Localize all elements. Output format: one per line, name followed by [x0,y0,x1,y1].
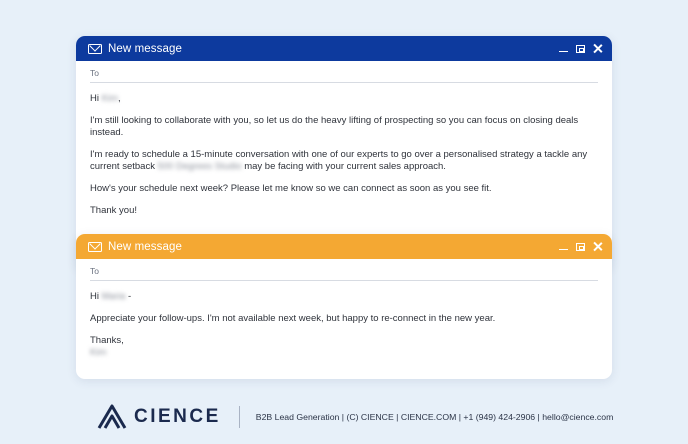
signature: Kim [90,347,107,358]
maximize-icon[interactable] [576,45,585,53]
window-1-titlebar [76,36,612,61]
signoff [90,335,598,359]
window-1-title: New message [108,42,182,55]
message-body-1[interactable] [76,83,612,217]
minimize-icon[interactable] [559,242,568,251]
greeting-suffix: - [125,291,132,302]
to-label: To [90,266,99,276]
window-2-title: New message [108,240,182,253]
to-field[interactable] [90,68,598,83]
close-icon[interactable] [593,242,602,251]
paragraph-1: I'm still looking to collaborate with you, so let us do the heavy lifting of prospecting so you can focus on closing deals instead. [90,115,579,138]
closing: Thank you! [90,205,137,216]
footer-divider [239,406,240,428]
maximize-icon[interactable] [576,243,585,251]
recipient-name: Kim [101,93,118,104]
message-body-2[interactable] [76,281,612,359]
recipient-name: Maria [101,291,126,302]
to-field[interactable] [90,266,598,281]
company-name: 500 Degrees Studio [157,161,242,172]
closing: Thanks, [90,335,124,346]
paragraph-2-start: I'm ready to schedule a 15-minute conversation with one of our experts to go over a personalised strategy a tackle any current setback [90,149,588,172]
to-label: To [90,68,99,78]
logo-text: CIENCE [134,406,221,427]
greeting [90,291,598,303]
mail-icon [88,44,102,54]
mail-icon [88,242,102,252]
paragraph-2-end: may be facing with your current sales approach. [241,161,446,172]
footer-info: B2B Lead Generation | (C) CIENCE | CIENCE.COM | +1 (949) 424-2906 | hello@cience.com [255,412,614,422]
window-2-controls [559,242,602,251]
greeting-prefix: Hi [90,291,102,302]
footer [96,403,616,431]
greeting-suffix: , [118,93,121,104]
paragraph-2 [90,149,598,173]
greeting-prefix: Hi [90,93,102,104]
paragraph-3: How's your schedule next week? Please let me know so we can connect as soon as you see fit. [90,183,492,194]
minimize-icon[interactable] [559,44,568,53]
close-icon[interactable] [593,44,602,53]
window-2-titlebar [76,234,612,259]
message-window-2 [76,234,612,379]
paragraph-1: Appreciate your follow-ups. I'm not available next week, but happy to re-connect in the new year. [90,313,496,324]
cience-logo-icon [96,404,128,430]
greeting [90,93,598,105]
window-1-controls [559,44,602,53]
